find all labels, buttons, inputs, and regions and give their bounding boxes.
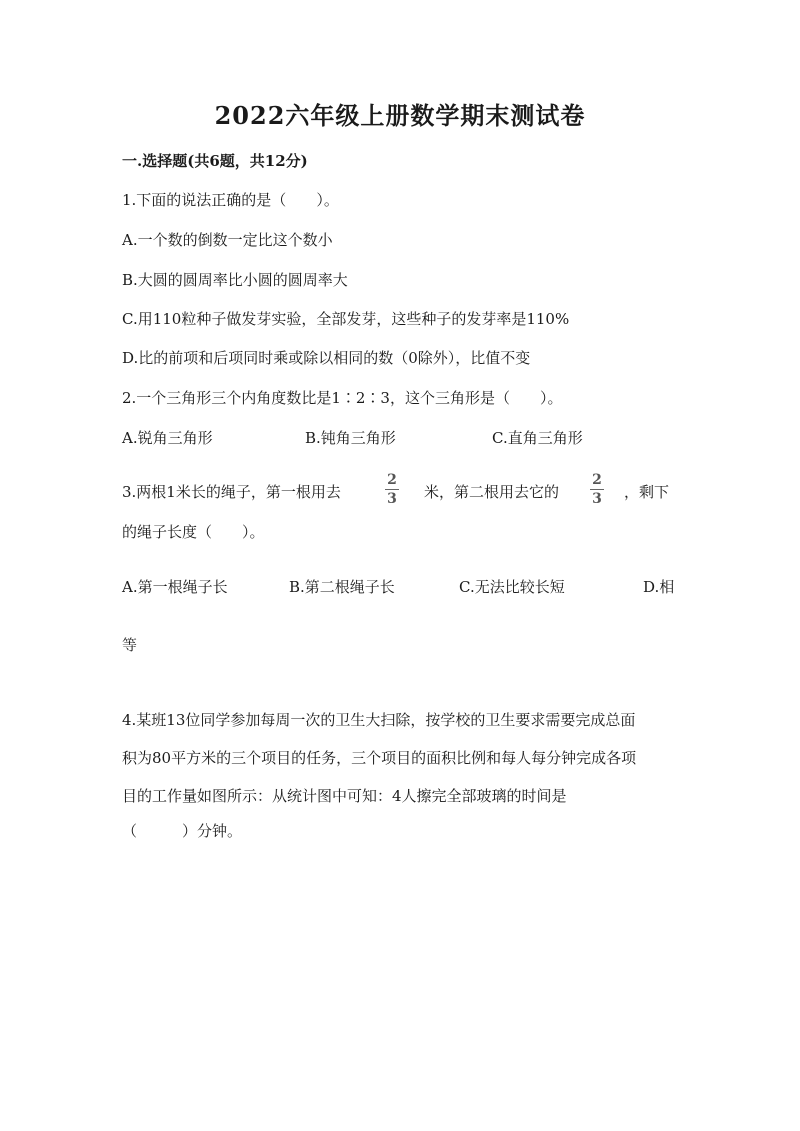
question-4-line3: 目的工作量如图所示：从统计图中可知：4人擦完全部玻璃的时间是 [122,787,567,805]
question-1-option-c: C.用110粒种子做发芽实验，全部发芽，这些种子的发芽率是110% [122,310,570,328]
fraction-denominator: 3 [592,491,602,507]
fraction-bar [385,489,399,490]
question-4-line1: 4.某班13位同学参加每周一次的卫生大扫除，按学校的卫生要求需要完成总面 [122,711,636,729]
question-3-option-b: B.第二根绳子长 [289,578,395,596]
question-3-stem-part3: ，剩下 [624,483,670,501]
question-3-option-d: D.相 [643,578,675,596]
question-4-line4: （ ）分钟。 [122,822,243,840]
fraction-bar [590,489,604,490]
page-title: 2022六年级上册数学期末测试卷 [214,101,586,130]
question-3-option-d-wrap: 等 [122,636,138,654]
fraction-numerator: 2 [387,472,397,488]
question-1-option-a: A.一个数的倒数一定比这个数小 [122,231,333,249]
fraction-numerator: 2 [592,472,602,488]
question-2-option-c: C.直角三角形 [492,429,583,447]
question-2-stem: 2.一个三角形三个内角度数比是1∶2∶3，这个三角形是（ ）。 [122,389,563,407]
fraction-two-thirds-2 [590,473,604,506]
question-3-stem-line2: 的绳子长度（ ）。 [122,523,265,541]
question-3-stem-part1: 3.两根1米长的绳子，第一根用去 [122,483,341,501]
question-3-option-a: A.第一根绳子长 [122,578,228,596]
question-3-stem-part2: 米，第二根用去它的 [424,483,560,501]
question-4-line2: 积为80平方米的三个项目的任务，三个项目的面积比例和每人每分钟完成各项 [122,749,637,767]
fraction-two-thirds-1 [385,473,399,506]
section-header: 一.选择题(共6题，共12分) [122,152,308,170]
question-2-option-b: B.钝角三角形 [305,429,396,447]
fraction-denominator: 3 [387,491,397,507]
question-1-option-b: B.大圆的圆周率比小圆的圆周率大 [122,271,348,289]
question-1-option-d: D.比的前项和后项同时乘或除以相同的数（0除外），比值不变 [122,349,531,367]
question-2-option-a: A.锐角三角形 [122,429,213,447]
question-1-stem: 1.下面的说法正确的是（ ）。 [122,191,339,209]
question-3-option-c: C.无法比较长短 [459,578,565,596]
